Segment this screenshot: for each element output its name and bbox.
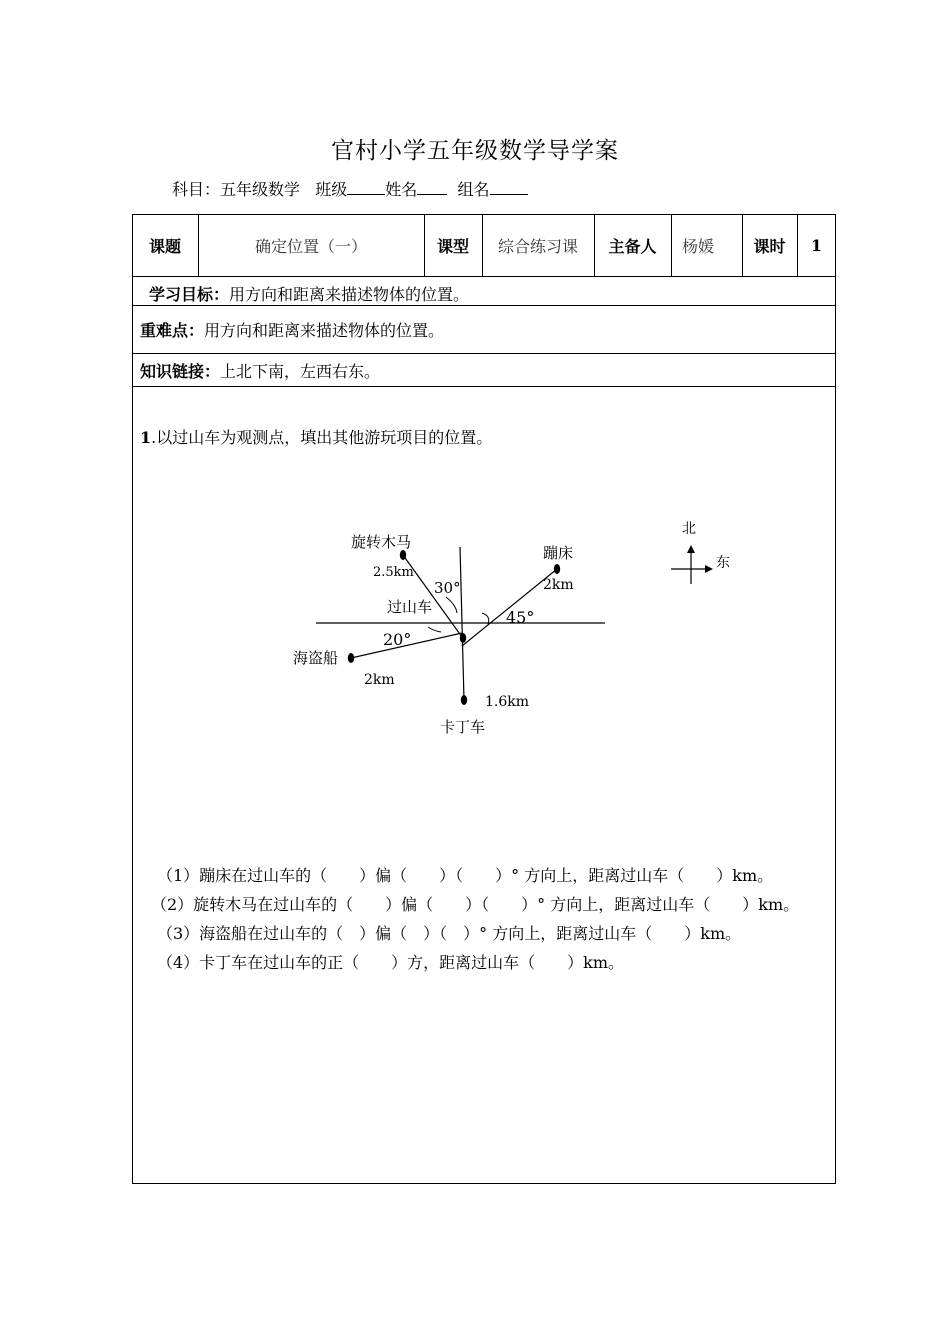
angle-arc-30 <box>446 597 457 613</box>
label-roller-coaster: 过山车 <box>387 598 433 616</box>
type-value: 综合练习课 <box>497 236 578 256</box>
name-label: 姓名 <box>385 180 418 199</box>
preparer-label: 主备人 <box>608 236 657 256</box>
distance-merry-go-round: 2.5km <box>373 565 414 580</box>
exercise-text: .以过山车为观测点，填出其他游玩项目的位置。 <box>151 428 493 447</box>
exercise-number: 1 <box>140 428 152 447</box>
knowledge-link-text: 上北下南，左西右东。 <box>220 362 381 381</box>
distance-pirate-ship: 2km <box>364 672 395 688</box>
east-arrow-icon <box>705 565 713 573</box>
class-label: 班级 <box>315 180 348 199</box>
north-arrow-icon <box>687 545 695 553</box>
label-go-kart: 卡丁车 <box>440 718 486 736</box>
point-go-kart <box>461 695 467 705</box>
preparer-value: 杨媛 <box>682 236 715 256</box>
page-title: 官村小学五年级数学导学案 <box>331 138 619 164</box>
topic-label: 课题 <box>148 236 181 256</box>
label-trampoline: 蹦床 <box>543 544 574 562</box>
distance-go-kart: 1.6km <box>485 694 530 710</box>
point-pirate-ship <box>348 653 354 663</box>
group-label: 组名 <box>457 180 490 199</box>
type-label: 课型 <box>436 236 469 256</box>
compass-north-label: 北 <box>682 521 696 537</box>
question-2: （2）旋转木马在过山车的（ ）偏（ ）（ ）° 方向上，距离过山车（ ）km。 <box>151 895 800 914</box>
angle-arc-45 <box>482 613 489 624</box>
subject-label: 科目：五年级数学 <box>172 180 301 199</box>
angle-arc-20 <box>428 627 441 632</box>
question-1: （1）蹦床在过山车的（ ）偏（ ）（ ）° 方向上，距离过山车（ ）km。 <box>157 866 774 885</box>
angle-label-30: 30° <box>434 579 461 597</box>
point-roller-coaster <box>460 633 466 643</box>
hours-label: 课时 <box>753 236 786 256</box>
angle-label-45: 45° <box>506 608 535 627</box>
key-points-text: 用方向和距离来描述物体的位置。 <box>204 321 445 340</box>
point-merry-go-round <box>400 550 406 560</box>
question-3: （3）海盗船在过山车的（ ）偏（ ）（ ）° 方向上，距离过山车（ ）km。 <box>157 924 742 943</box>
compass-east-label: 东 <box>716 555 730 571</box>
objective-text: 用方向和距离来描述物体的位置。 <box>229 285 470 304</box>
key-points-label: 重难点： <box>140 321 205 340</box>
question-4: （4）卡丁车在过山车的正（ ）方，距离过山车（ ）km。 <box>157 953 625 972</box>
label-merry-go-round: 旋转木马 <box>351 533 412 551</box>
knowledge-link-label: 知识链接： <box>140 362 221 381</box>
angle-label-20: 20° <box>383 630 412 649</box>
topic-value: 确定位置（一） <box>254 236 367 256</box>
label-pirate-ship: 海盗船 <box>293 649 339 667</box>
compass <box>671 521 730 584</box>
objective-label: 学习目标： <box>149 285 230 304</box>
distance-trampoline: 2km <box>543 577 574 593</box>
hours-value: 1 <box>810 235 823 255</box>
point-trampoline <box>554 564 560 574</box>
